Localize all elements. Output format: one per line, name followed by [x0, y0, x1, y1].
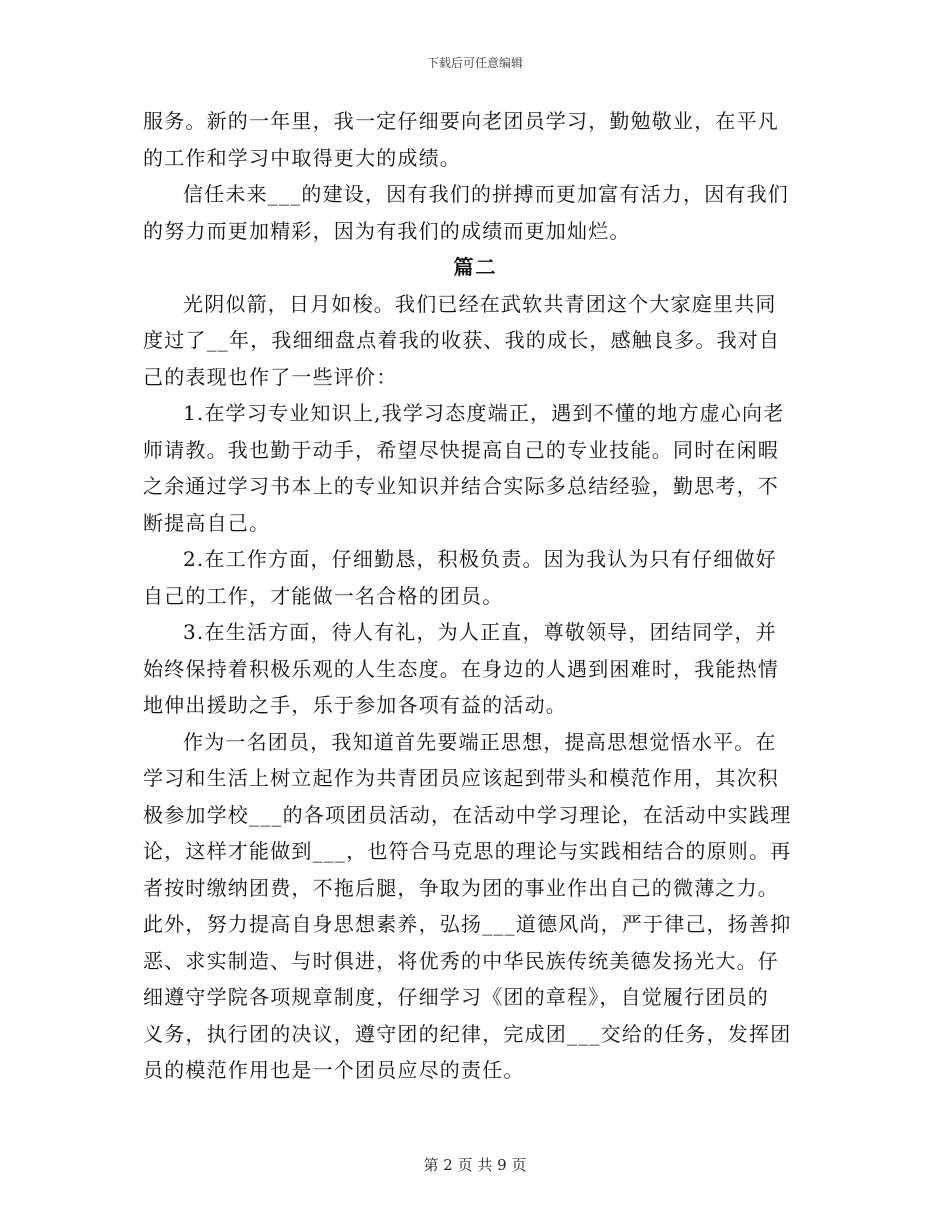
text-line: 师请教。我也勤于动手，希望尽快提高自己的专业技能。同时在闲暇 — [143, 437, 779, 462]
text-line: 细遵守学院各项规章制度，仔细学习《团的章程》，自觉履行团员的 — [143, 985, 769, 1009]
list-item-1: 1.在学习专业知识上,我学习态度端正，遇到不懂的地方虚心向老 — [183, 401, 785, 425]
text-line: 断提高自己。 — [143, 510, 271, 535]
document-body — [143, 103, 808, 1089]
text-line: 自己的工作，才能做一名合格的团员。 — [143, 583, 504, 608]
text-line: 己的表现也作了一些评价： — [143, 364, 398, 389]
text-line: 始终保持着积极乐观的人生态度。在身边的人遇到困难时，我能热情 — [143, 656, 779, 681]
list-item-2: 2.在工作方面，仔细勤恳，积极负责。因为我认为只有仔细做好 — [183, 547, 777, 571]
text-line: 的工作和学习中取得更大的成绩。 — [143, 145, 461, 170]
text-line: 者按时缴纳团费，不拖后腿，争取为团的事业作出自己的微薄之力。 — [143, 875, 779, 900]
text-line: 之余通过学习书本上的专业知识并结合实际多总结经验，勤思考，不 — [143, 474, 779, 498]
section-heading: 篇二 — [453, 255, 498, 279]
page-number: 第 2 页 共 9 页 — [423, 1156, 527, 1174]
text-line: 度过了__年，我细细盘点着我的收获、我的成长，感触良多。我对自 — [143, 328, 781, 352]
text-line: 恶、求实制造、与时俱进，将优秀的中华民族传统美德发扬光大。仔 — [143, 948, 779, 973]
text-line: 服务。新的一年里，我一定仔细要向老团员学习，勤勉敬业，在平凡 — [143, 109, 779, 133]
text-line: 员的模范作用也是一个团员应尽的责任。 — [143, 1058, 525, 1082]
text-line: 地伸出援助之手，乐于参加各项有益的活动。 — [143, 693, 567, 717]
text-line: 极参加学校___的各项团员活动，在活动中学习理论，在活动中实践理 — [143, 802, 792, 827]
text-line: 学习和生活上树立起作为共青团员应该起到带头和模范作用，其次积 — [143, 766, 779, 790]
text-line: 论，这样才能做到___，也符合马克思的理论与实践相结合的原则。再 — [143, 839, 792, 863]
paragraph-start: 信任未来___的建设，因有我们的拼搏而更加富有活力，因有我们 — [183, 182, 789, 206]
text-line: 此外，努力提高自身思想素养，弘扬___道德风尚，严于律己，扬善抑 — [143, 912, 792, 936]
header-note: 下载后可任意编辑 — [426, 56, 523, 70]
paragraph-start: 作为一名团员，我知道首先要端正思想，提高思想觉悟水平。在 — [183, 729, 777, 754]
text-line: 义务，执行团的决议，遵守团的纪律，完成团___交给的任务，发挥团 — [143, 1021, 792, 1046]
paragraph-start: 光阴似箭，日月如梭。我们已经在武软共青团这个大家庭里共同 — [183, 291, 777, 316]
list-item-3: 3.在生活方面，待人有礼，为人正直，尊敬领导，团结同学，并 — [183, 620, 777, 644]
text-line: 的努力而更加精彩，因为有我们的成绩而更加灿烂。 — [143, 218, 631, 243]
